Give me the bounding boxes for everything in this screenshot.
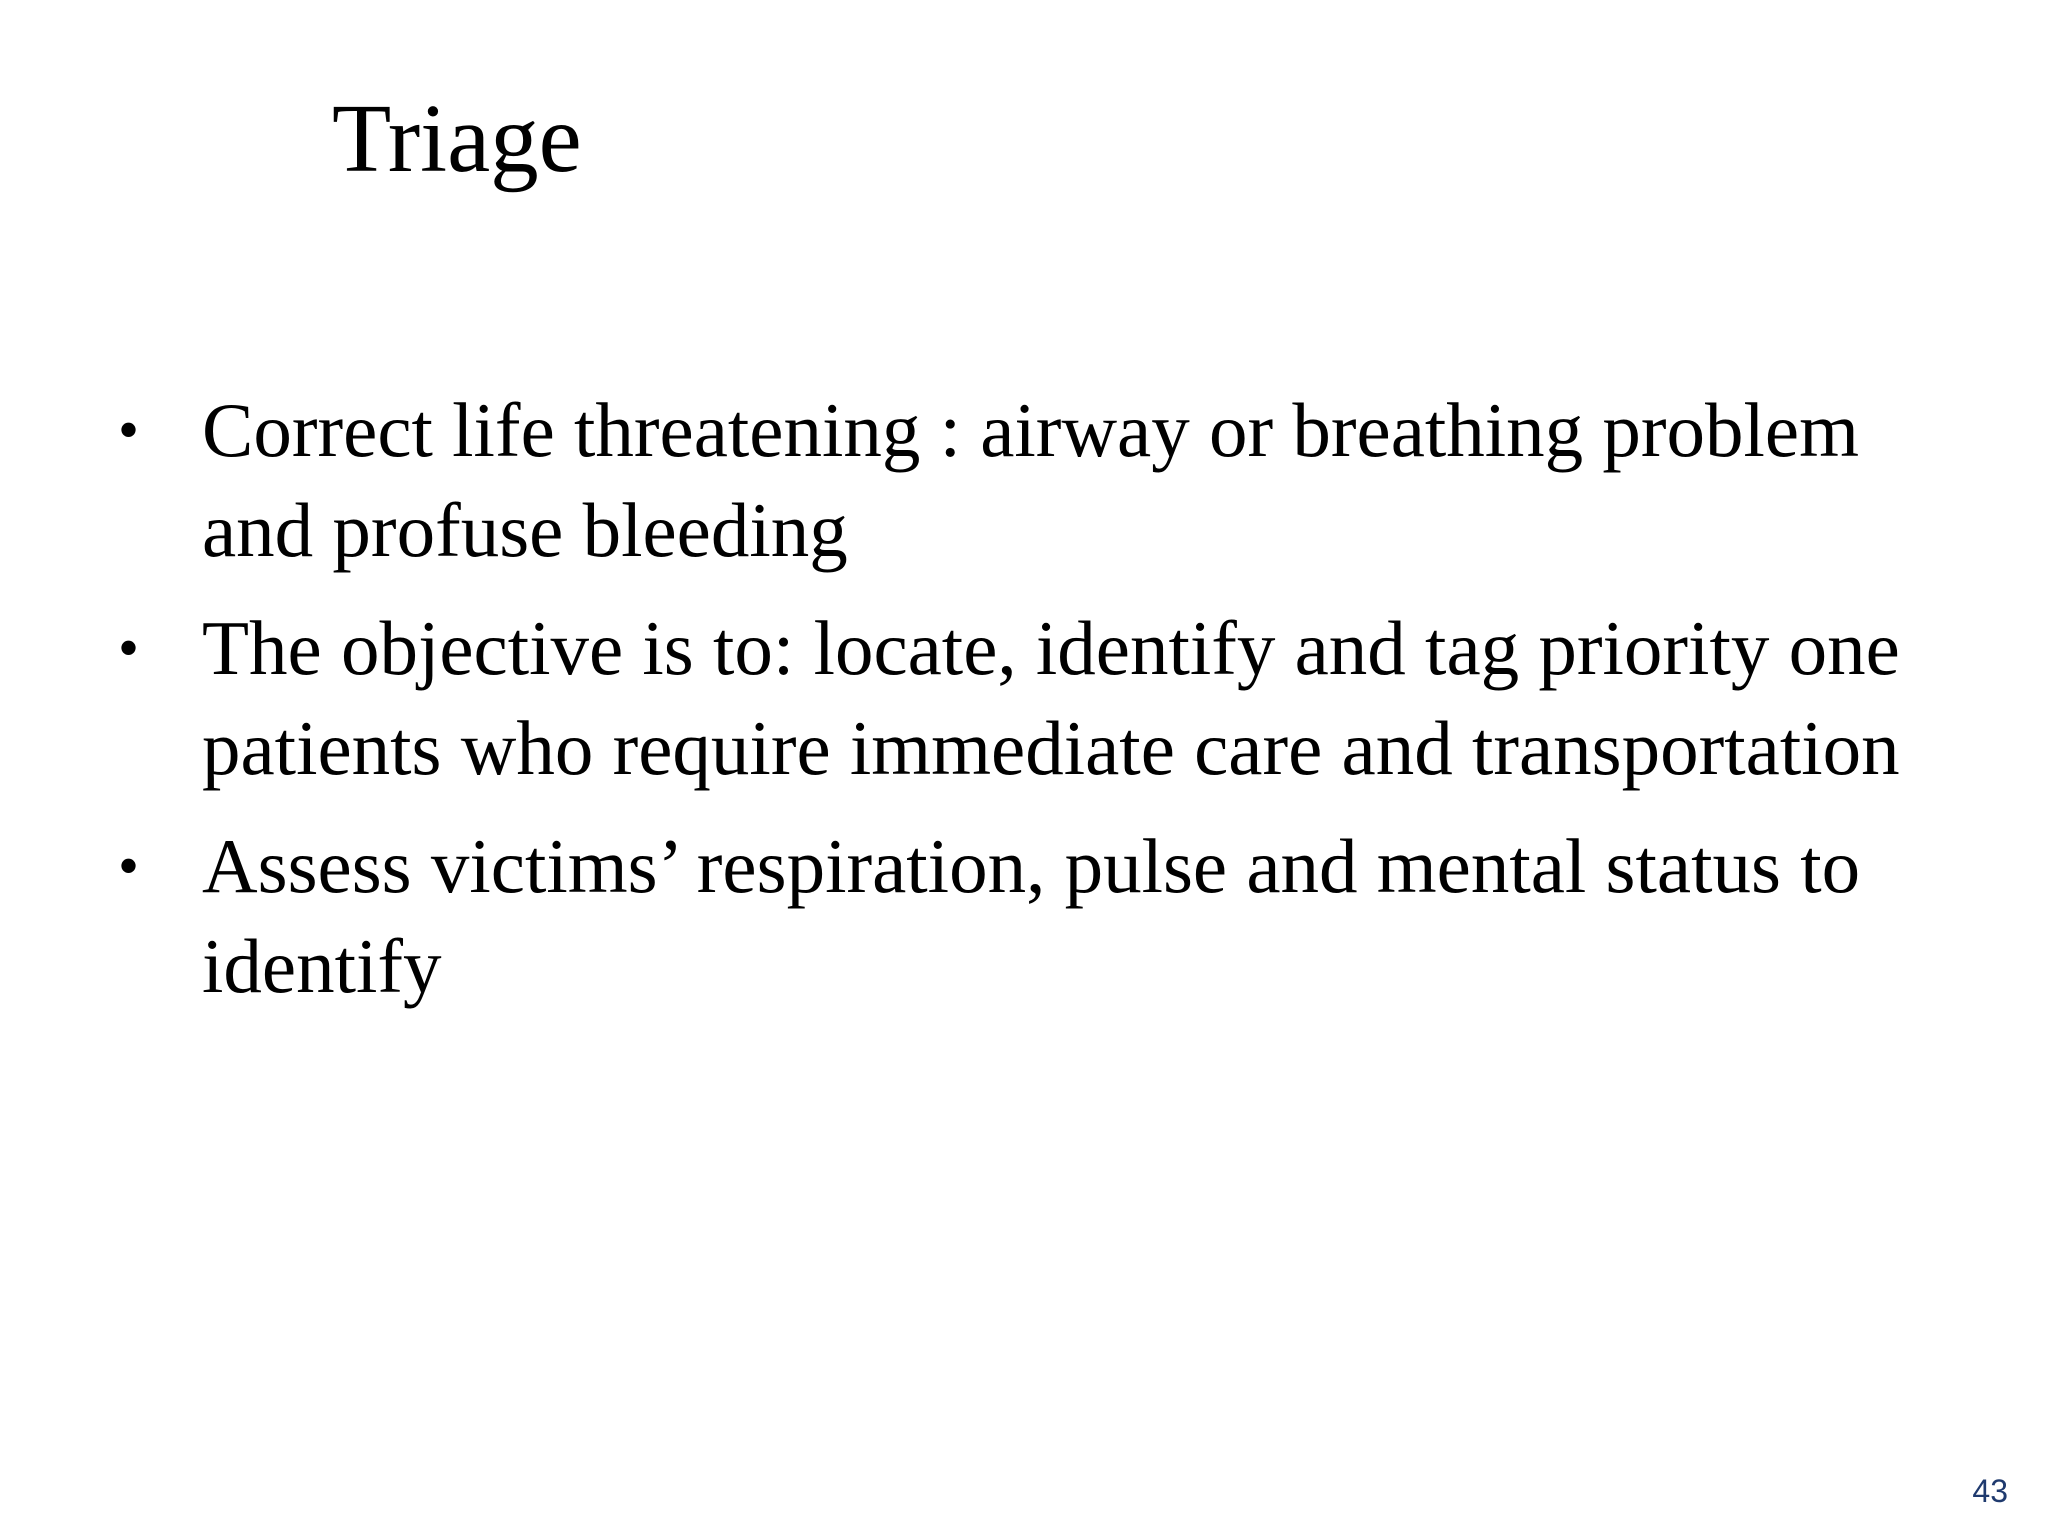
- page-number: 43: [1972, 1473, 2008, 1509]
- bullet-text: Assess victims’ respiration, pulse and mental status to identify: [202, 823, 1861, 1009]
- bullet-item: [118, 380, 1978, 580]
- slide-title: Triage: [332, 85, 582, 192]
- bullet-text: The objective is to: locate, identify and tag priority one patients who require immediate care and transportation: [202, 605, 1900, 791]
- bullet-item: [118, 816, 1978, 1016]
- bullet-icon: •: [118, 833, 140, 899]
- bullet-text: Correct life threatening : airway or breathing problem and profuse bleeding: [202, 387, 1860, 573]
- bullet-icon: •: [118, 615, 140, 681]
- bullet-list: [118, 380, 1978, 1034]
- bullet-item: [118, 598, 1978, 798]
- bullet-icon: •: [118, 397, 140, 463]
